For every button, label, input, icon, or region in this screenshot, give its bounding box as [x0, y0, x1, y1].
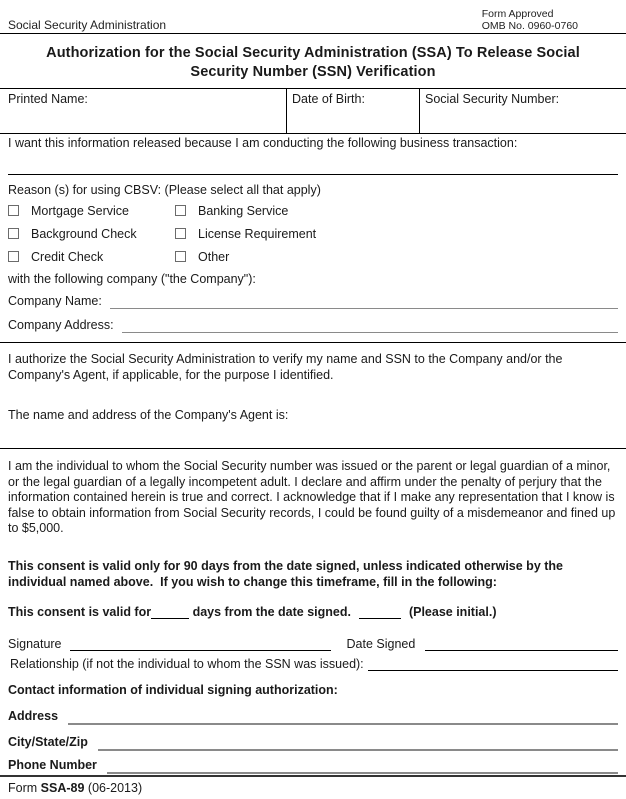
- checkbox-label: Banking Service: [198, 203, 289, 218]
- consent-custom-suffix: (Please initial.): [408, 604, 497, 619]
- initials-input-blank[interactable]: [359, 606, 401, 619]
- printed-name-field[interactable]: Printed Name:: [8, 92, 88, 106]
- agent-prompt: The name and address of the Company's Agent is:: [8, 408, 289, 422]
- agency-name: Social Security Administration: [8, 18, 167, 32]
- reason-option-banking-service[interactable]: [175, 204, 316, 217]
- company-name-input-line[interactable]: [110, 308, 618, 309]
- checkbox-background-check[interactable]: [8, 228, 19, 239]
- section-divider: [0, 342, 626, 343]
- phone-number-row: [8, 755, 618, 772]
- business-transaction-prompt: I want this information released because I am conducting the following business transaction:: [8, 136, 518, 150]
- company-name-label: Company Name:: [8, 294, 102, 308]
- reason-option-license-requirement[interactable]: [175, 227, 316, 240]
- address-row: [8, 706, 618, 723]
- company-address-input-line[interactable]: [122, 332, 618, 333]
- checkbox-credit-check[interactable]: [8, 251, 19, 262]
- reason-option-credit-check[interactable]: [8, 250, 175, 263]
- ssn-field[interactable]: Social Security Number:: [425, 92, 560, 106]
- consent-custom-line: [8, 605, 618, 621]
- section-divider: [8, 174, 618, 175]
- reason-option-other[interactable]: [175, 250, 316, 263]
- phone-number-input-line[interactable]: [107, 772, 618, 774]
- footer-form-prefix: Form: [8, 780, 38, 795]
- checkbox-label: Mortgage Service: [31, 203, 129, 218]
- footer-form-number: SSA-89: [40, 780, 85, 795]
- company-address-row: [8, 316, 618, 332]
- relationship-label: Relationship (if not the individual to whom the SSN was issued):: [10, 656, 364, 671]
- city-state-zip-input-line[interactable]: [98, 749, 618, 751]
- column-divider: [419, 89, 420, 133]
- signature-input-line[interactable]: [70, 650, 331, 651]
- checkbox-banking-service[interactable]: [175, 205, 186, 216]
- city-state-zip-row: [8, 732, 618, 749]
- phone-number-label: Phone Number: [8, 757, 97, 772]
- company-intro: with the following company ("the Company"):: [8, 272, 256, 286]
- checkbox-label: License Requirement: [198, 226, 317, 241]
- company-name-row: [8, 292, 618, 308]
- checkbox-label: Background Check: [31, 226, 137, 241]
- relationship-input-line[interactable]: [368, 670, 618, 671]
- form-approved-text: Form Approved: [481, 8, 554, 20]
- consent-custom-prefix: This consent is valid for: [8, 604, 152, 619]
- perjury-declaration: I am the individual to whom the Social Security number was issued or the parent or legal guardian of a minor, or the legal guardian of a legally incompetent adult. I declare and affirm under the penalty of perjury that the information contained herein is true and correct. I acknowledge that if I make any representation that I know is false to obtain information from Social Security records, I could be found guilty of a misdemeanor and fined up to $5,000.: [8, 459, 616, 535]
- identity-table: [0, 88, 626, 134]
- date-signed-input-line[interactable]: [425, 650, 618, 651]
- agent-write-area[interactable]: [8, 422, 618, 448]
- consent-validity-notice: This consent is valid only for 90 days from the date signed, unless indicated otherwise by the individual named above. If you wish to change this timeframe, fill in the following:: [8, 558, 567, 589]
- signature-label: Signature: [8, 636, 62, 651]
- form-header-bar: [0, 0, 626, 34]
- address-input-line[interactable]: [68, 723, 618, 725]
- contact-heading: Contact information of individual signing authorization:: [8, 682, 338, 697]
- relationship-row: [10, 656, 618, 671]
- footer-divider: [0, 775, 626, 777]
- company-address-label: Company Address:: [8, 318, 114, 332]
- footer-form-revision: (06-2013): [87, 780, 143, 795]
- reasons-checkbox-grid: [8, 204, 618, 263]
- date-of-birth-field[interactable]: Date of Birth:: [292, 92, 365, 106]
- checkbox-label: Credit Check: [31, 249, 104, 264]
- date-signed-label: Date Signed: [346, 636, 416, 651]
- days-input-blank[interactable]: [151, 606, 189, 619]
- form-approval-block: [482, 9, 578, 32]
- checkbox-label: Other: [198, 249, 230, 264]
- signature-row: [8, 633, 618, 651]
- checkbox-other[interactable]: [175, 251, 186, 262]
- address-label: Address: [8, 708, 59, 723]
- column-divider: [286, 89, 287, 133]
- form-title: Authorization for the Social Security Administration (SSA) To Release Social Security Number (SSN) Verification: [46, 45, 580, 80]
- business-transaction-write-area[interactable]: [8, 150, 618, 174]
- city-state-zip-label: City/State/Zip: [8, 734, 88, 749]
- authorization-statement: I authorize the Social Security Administration to verify my name and SSN to the Company and/or the Company's Agent, if applicable, for the purpose I identified.: [8, 352, 563, 382]
- reason-option-background-check[interactable]: [8, 227, 175, 240]
- section-divider: [0, 448, 626, 449]
- checkbox-mortgage-service[interactable]: [8, 205, 19, 216]
- checkbox-license-requirement[interactable]: [175, 228, 186, 239]
- form-number-footer: [8, 781, 618, 795]
- omb-number: OMB No. 0960-0760: [481, 19, 578, 32]
- reasons-heading: Reason (s) for using CBSV: (Please select all that apply): [8, 183, 321, 197]
- reason-option-mortgage-service[interactable]: [8, 204, 175, 217]
- consent-custom-middle: days from the date signed.: [192, 604, 351, 619]
